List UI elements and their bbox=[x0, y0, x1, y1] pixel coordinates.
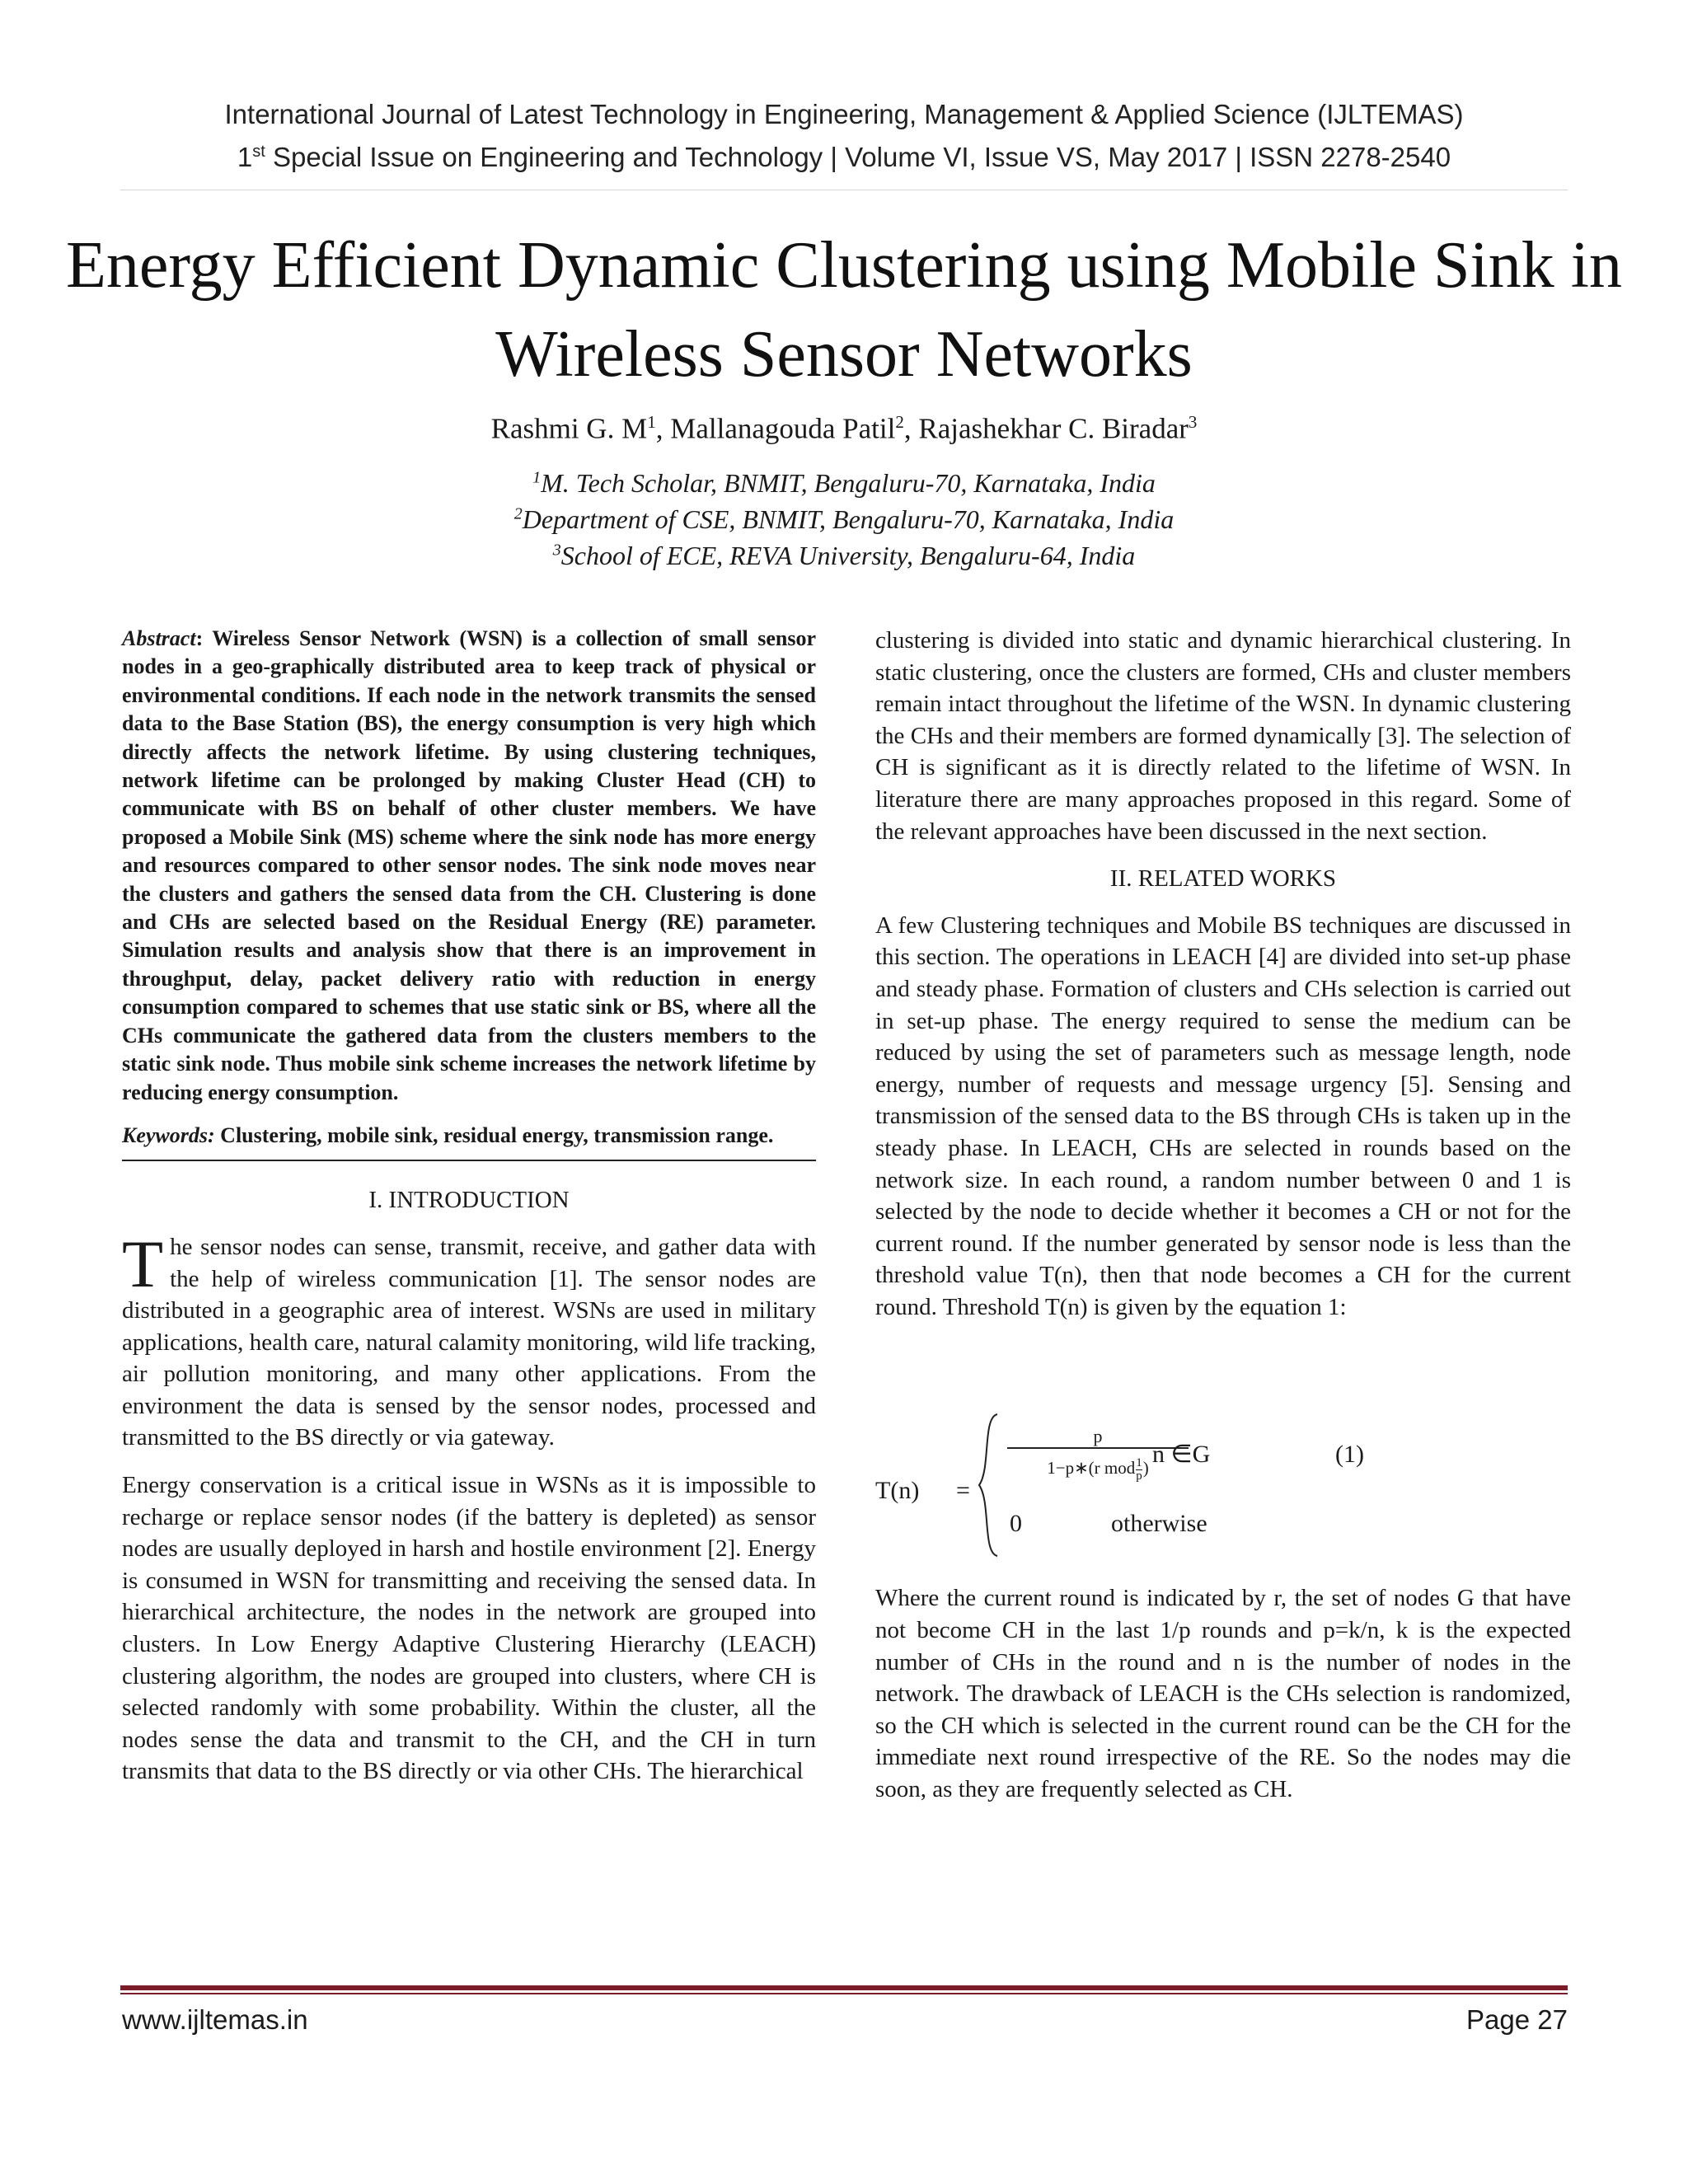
author-name: Mallanagouda Patil bbox=[670, 412, 896, 445]
affiliation-sup: 2 bbox=[513, 504, 523, 523]
section-heading-related-works: II. RELATED WORKS bbox=[1109, 865, 1337, 893]
affiliation-1 bbox=[0, 468, 1688, 499]
related-paragraph-1: A few Clustering techniques and Mobile BS techniques are discussed in this section. The operations in LEACH [4] are divided into set-up phase and steady phase. Formation of clusters and CHs selection is carried out in set-up phase. The energy required to sense the medium can be reduced by using the set of parameters such as message length, node energy, number of requests and message urgency [5]. Sensing and transmission of the sensed data to the BS through CHs is taken up in the steady phase. In LEACH, CHs are selected in rounds based on the network size. In each round, a random number between 0 and 1 is selected by the node to decide whether it becomes a CH or not for the current round. If the number generated by sensor node is less than the threshold value T(n), then that node becomes a CH for the current round. Threshold T(n) is given by the equation 1: bbox=[875, 912, 1571, 1320]
equation-equals: = bbox=[956, 1477, 970, 1505]
left-brace-icon bbox=[973, 1411, 1006, 1559]
equation-spacer bbox=[875, 1338, 1571, 1411]
affiliation-3 bbox=[0, 541, 1688, 571]
author-sup: 3 bbox=[1188, 412, 1198, 432]
section-heading-introduction: I. INTRODUCTION bbox=[368, 1187, 570, 1214]
abstract-divider bbox=[122, 1160, 816, 1161]
issue-header bbox=[0, 142, 1688, 173]
author-list bbox=[0, 412, 1688, 446]
inner-fraction-den: p bbox=[1136, 1469, 1142, 1483]
author-name: Rajashekhar C. Biradar bbox=[918, 412, 1189, 445]
abstract bbox=[122, 625, 816, 1107]
footer-page-number: Page 27 bbox=[1466, 2004, 1568, 2035]
footer-url: www.ijltemas.in bbox=[122, 2004, 308, 2035]
equation-otherwise: otherwise bbox=[1111, 1510, 1207, 1538]
equation-lhs: T(n) bbox=[875, 1477, 920, 1505]
intro-paragraph-2: Energy conservation is a critical issue in WSNs as it is impossible to recharge or replace sensor nodes (if the battery is depleted) as sensor nodes are usually deployed in harsh and hostile environment [2]. Energy is consumed in WSN for transmitting and receiving the sensed data. In hierarchical architecture, the nodes in the network are grouped into clusters. In Low Energy Adaptive Clustering Hierarchy (LEACH) clustering algorithm, the nodes are grouped into clusters, where CH is selected randomly with some probability. Within the cluster, all the nodes sense the data and transmit to the CH, and the CH in turn transmits that data to the BS directly or via other CHs. The hierarchical bbox=[122, 1472, 816, 1785]
left-column bbox=[122, 625, 816, 1803]
abstract-label: Abstract bbox=[122, 626, 196, 650]
affiliation-text: School of ECE, REVA University, Bengaluru-64, India bbox=[560, 541, 1136, 570]
inner-fraction-num: 1 bbox=[1136, 1456, 1142, 1470]
drop-cap: T bbox=[122, 1226, 164, 1301]
author-sup: 1 bbox=[647, 412, 656, 432]
affiliation-sup: 3 bbox=[552, 541, 561, 560]
author-sep: , bbox=[655, 412, 671, 445]
intro-paragraph-3: clustering is divided into static and dynamic hierarchical clustering. In static clustering, once the clusters are formed, CHs and cluster members remain intact throughout the lifetime of the WSN. In dynamic clustering the CHs and their members are formed dynamically [3]. The selection of CH is significant as it is directly related to the lifetime of WSN. In literature there are many approaches proposed in this regard. Some of the relevant approaches have been discussed in the next section. bbox=[875, 627, 1571, 845]
affiliation-sup: 1 bbox=[532, 468, 542, 487]
issue-ordinal: 1 bbox=[237, 142, 253, 172]
keywords-label: Keywords: bbox=[122, 1122, 215, 1147]
intro-paragraph-1-text: he sensor nodes can sense, transmit, receive, and gather data with the help of wireless communication [1]. The sensor nodes are distributed in a geographic area of interest. WSNs are used in military applications, health care, natural calamity monitoring, wild life tracking, air pollution monitoring, and many other applications. From the environment the data is sensed by the sensor nodes, processed and transmitted to the BS directly or via gateway. bbox=[122, 1233, 816, 1451]
affiliation-text: M. Tech Scholar, BNMIT, Bengaluru-70, Karnataka, India bbox=[541, 468, 1156, 498]
issue-ordinal-suffix: st bbox=[252, 143, 265, 161]
inner-fraction bbox=[1136, 1457, 1142, 1483]
author-sup: 2 bbox=[895, 412, 904, 432]
equation-1 bbox=[875, 1411, 1571, 1559]
denominator-part-a: 1−p∗(r mod bbox=[1047, 1458, 1136, 1479]
denominator-part-b: ) bbox=[1142, 1458, 1149, 1479]
equation-number: (1) bbox=[1335, 1441, 1364, 1469]
keywords bbox=[122, 1122, 816, 1150]
fraction-numerator: p bbox=[1093, 1426, 1103, 1447]
author-sep: , bbox=[903, 412, 919, 445]
equation-zero: 0 bbox=[1010, 1510, 1022, 1538]
affiliation-text: Department of CSE, BNMIT, Bengaluru-70, Karnataka, India bbox=[522, 504, 1175, 534]
author-name: Rashmi G. M bbox=[490, 412, 648, 445]
keywords-text: Clustering, mobile sink, residual energy, transmission range. bbox=[214, 1122, 774, 1147]
issue-details: Special Issue on Engineering and Technology | Volume VI, Issue VS, May 2017 | ISSN 2278-2540 bbox=[265, 142, 1451, 172]
affiliation-2 bbox=[0, 504, 1688, 535]
journal-header: International Journal of Latest Technology in Engineering, Management & Applied Science (IJLTEMAS) bbox=[224, 99, 1464, 129]
equation-condition: n ∈G bbox=[1152, 1441, 1211, 1469]
related-paragraph-2: Where the current round is indicated by r, the set of nodes G that have not become CH in the last 1/p rounds and p=k/n, k is the expected number of CHs in the round and n is the number of nodes in the network. The drawback of LEACH is the CHs selection is randomized, so the CH which is selected in the current round can be the CH for the immediate next round irrespective of the RE. So the nodes may die soon, as they are frequently selected as CH. bbox=[875, 1585, 1571, 1803]
abstract-text: : Wireless Sensor Network (WSN) is a collection of small sensor nodes in a geo-graphically distributed area to keep track of physical or environmental conditions. If each node in the network transmits the sensed data to the Base Station (BS), the energy consumption is very high which directly affects the network lifetime. By using clustering techniques, network lifetime can be prolonged by making Cluster Head (CH) to communicate with BS on behalf of other cluster members. We have proposed a Mobile Sink (MS) scheme where the sink node has more energy and resources compared to other sensor nodes. The sink node moves near the clusters and gathers the sensed data from the CH. Clustering is done and CHs are selected based on the Residual Energy (RE) parameter. Simulation results and analysis show that there is an improvement in throughput, delay, packet delivery ratio with reduction in energy consumption compared to schemes that use static sink or BS, where all the CHs communicate the gathered data from the clusters members to the static sink node. Thus mobile sink scheme increases the network lifetime by reducing energy consumption. bbox=[122, 626, 816, 1104]
intro-paragraph-1 bbox=[122, 1226, 816, 1454]
paper-title: Energy Efficient Dynamic Clustering using Mobile Sink in Wireless Sensor Networks bbox=[66, 229, 1622, 391]
footer-divider-thin bbox=[120, 1993, 1568, 1994]
footer-divider-thick bbox=[120, 1985, 1568, 1990]
right-column bbox=[875, 625, 1571, 1821]
